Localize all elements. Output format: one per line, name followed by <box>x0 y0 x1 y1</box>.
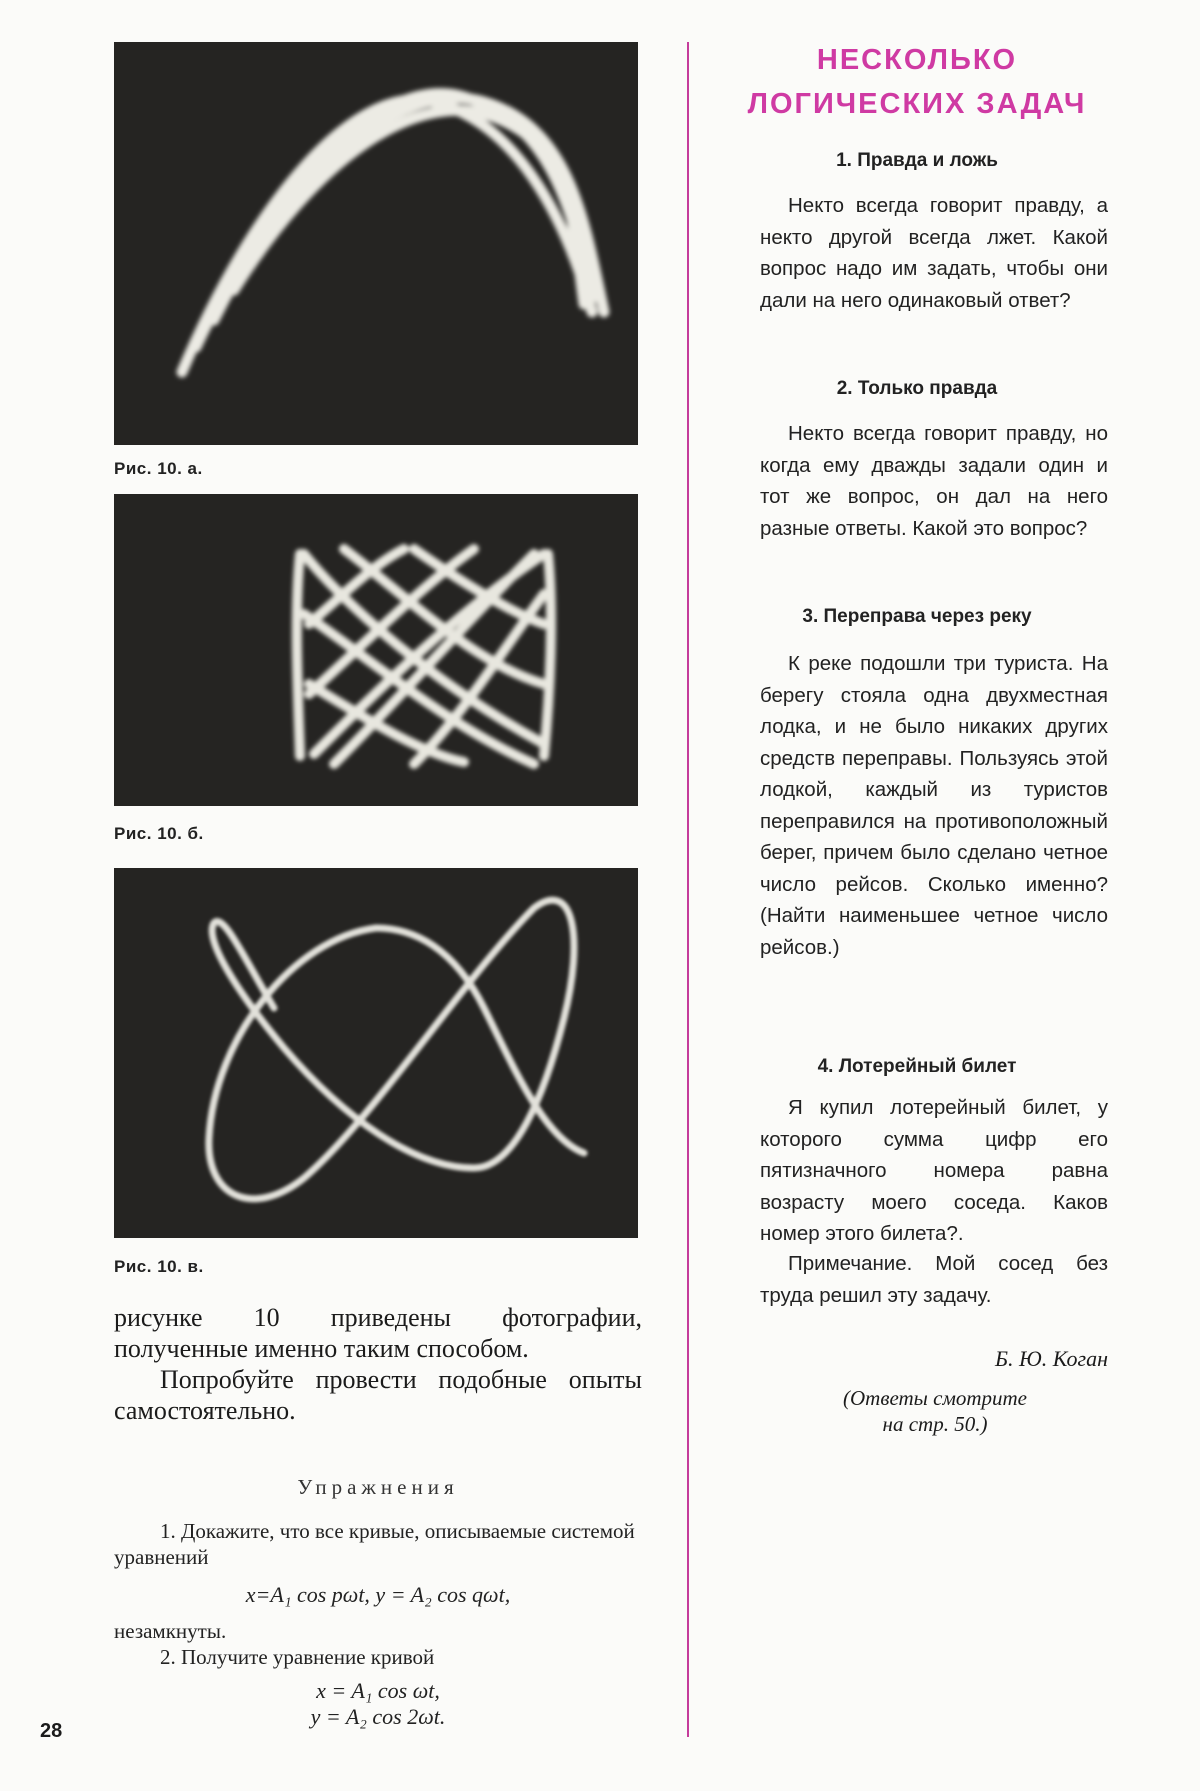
page-number: 28 <box>40 1720 63 1742</box>
figure-10c-photo <box>114 868 638 1238</box>
exercise-2-formula-1: x = A₁ cos ωt, <box>316 1678 440 1703</box>
exercise-1 <box>114 1518 642 1730</box>
exercises-title: Упражнения <box>297 1475 459 1499</box>
answers-reference-line-2: на стр. 50.) <box>882 1412 988 1436</box>
body-paragraph-1: рисунке 10 приведены фотографии, полученные именно таким способом. <box>114 1303 642 1363</box>
exercise-2-formula-2: y = A₂ cos 2ωt. <box>310 1704 446 1729</box>
problem-1-text: Некто всегда говорит правду, а некто другой всегда лжет. Какой вопрос надо им задать, чтобы они дали на него одинаковый ответ? <box>760 194 1108 312</box>
figure-10b-caption: Рис. 10. б. <box>114 824 204 843</box>
figure-10a-caption: Рис. 10. а. <box>114 459 203 478</box>
problem-4-note: Примечание. Мой сосед без труда решил эту задачу. <box>760 1252 1108 1307</box>
problem-2-title: 2. Только правда <box>836 378 998 399</box>
problem-1-title: 1. Правда и ложь <box>836 150 998 171</box>
answers-reference-line-1: (Ответы смотрите <box>843 1386 1027 1410</box>
body-text <box>114 1302 642 1426</box>
problem-2-text: Некто всегда говорит правду, но когда ему дважды задали один и тот же вопрос, он дал на него разные ответы. Какой это вопрос? <box>760 422 1108 540</box>
section-heading-line-1: НЕСКОЛЬКО <box>816 44 1018 76</box>
exercise-1-text: 1. Докажите, что все кривые, описываемые системой уравнений <box>114 1519 635 1569</box>
problem-4-title: 4. Лотерейный билет <box>817 1056 1017 1077</box>
figure-10b-photo <box>114 494 638 806</box>
exercise-1-formula: x=A₁ cos pωt, y = A₂ cos qωt, <box>245 1582 511 1607</box>
section-heading-line-2: ЛОГИЧЕСКИХ ЗАДАЧ <box>747 88 1087 120</box>
figure-10c-caption: Рис. 10. в. <box>114 1257 204 1276</box>
problem-4-text: Я купил лотерейный билет, у которого сумма цифр его пятизначного номера равна возрасту моего соседа. Каков номер этого билета?. <box>760 1096 1108 1245</box>
exercise-1-note: незамкнуты. <box>114 1619 227 1643</box>
figure-10a-photo <box>114 42 638 445</box>
problem-3-title: 3. Переправа через реку <box>802 606 1032 627</box>
column-divider <box>687 42 689 1737</box>
exercise-2-text: 2. Получите уравнение кривой <box>160 1645 435 1669</box>
problem-3-text: К реке подошли три туриста. На берегу стояла одна двухместная лодка, и не было никаких других средств переправы. Пользуясь этой лодкой, каждый из туристов переправился на противоположный берег, причем было сделано четное число рейсов. Сколько именно? (Найти наименьшее четное число рейсов.) <box>760 652 1108 959</box>
body-paragraph-2: Попробуйте провести подобные опыты самостоятельно. <box>114 1365 642 1425</box>
answers-reference <box>760 1385 1110 1437</box>
section-heading <box>712 38 1122 126</box>
author-signature: Б. Ю. Коган <box>995 1346 1108 1371</box>
